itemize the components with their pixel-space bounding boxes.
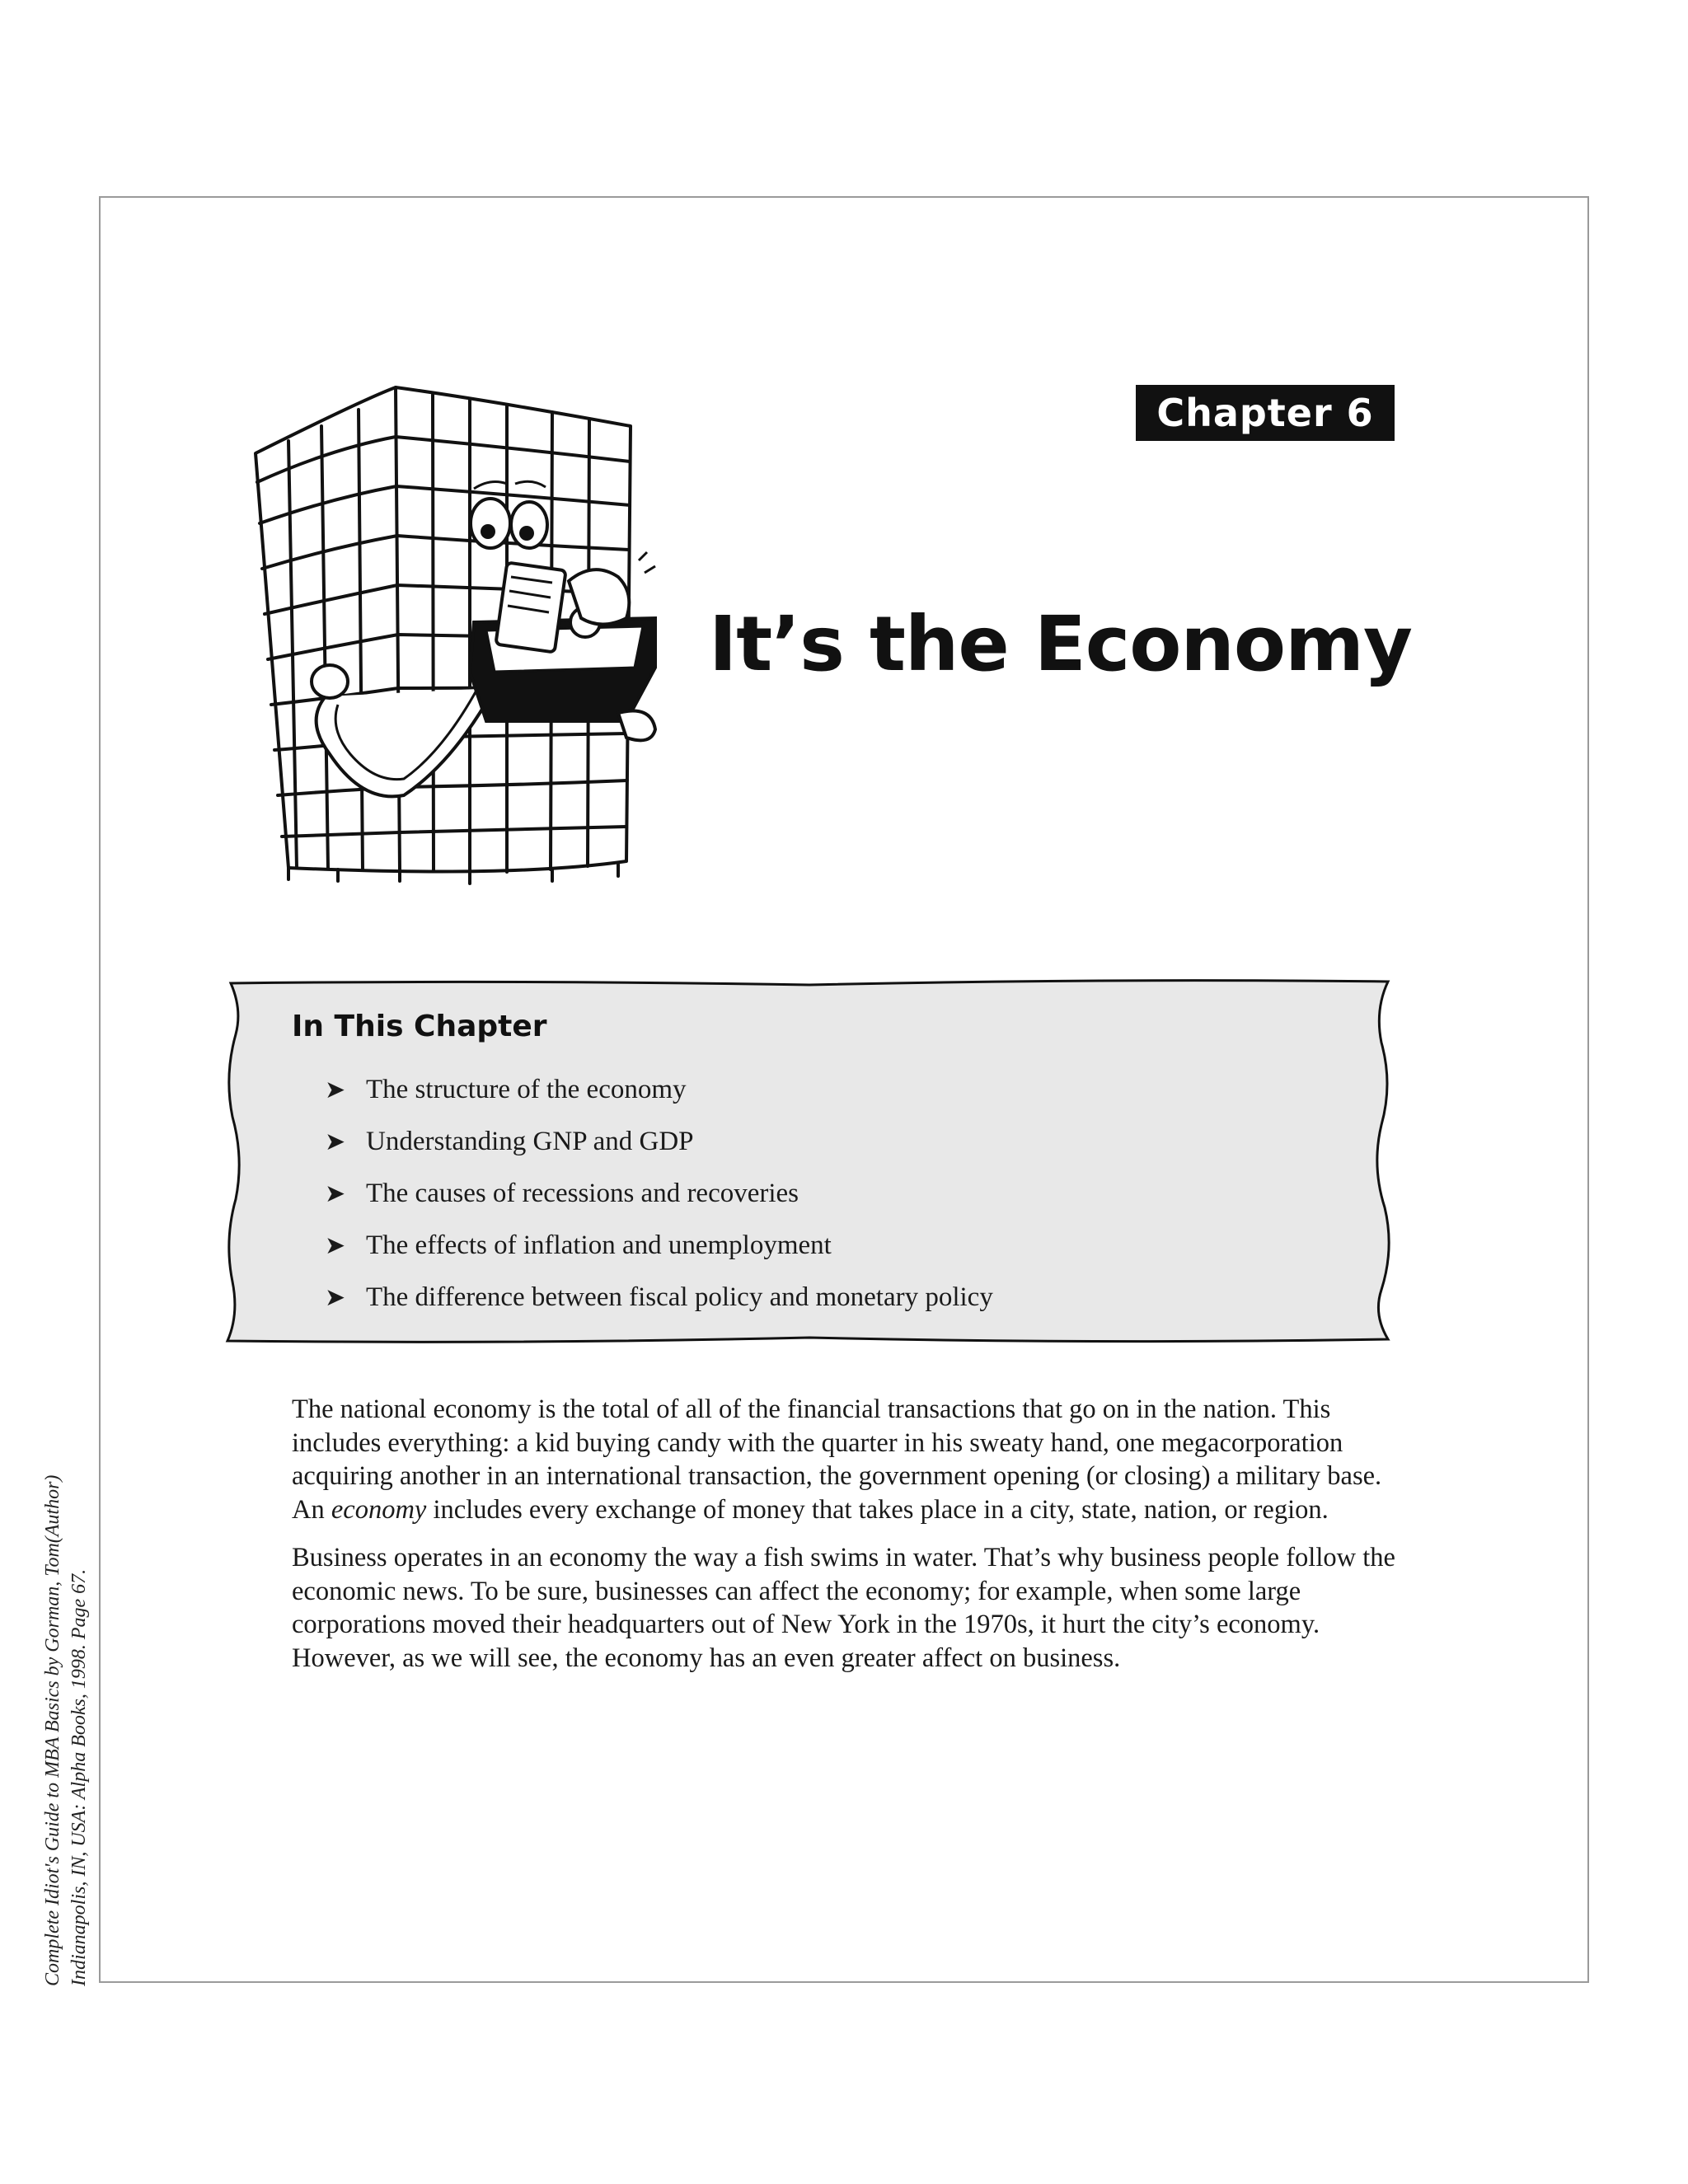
list-item: ➤ The effects of inflation and unemployment xyxy=(325,1220,993,1272)
list-item: ➤ The structure of the economy xyxy=(325,1064,993,1116)
chapter-topics-list xyxy=(325,1064,993,1324)
chapter-badge: Chapter 6 xyxy=(1136,385,1395,441)
arrow-bullet-icon: ➤ xyxy=(325,1127,346,1156)
citation-line-1: Complete Idiot's Guide to MBA Basics by Gorman, Tom(Author) xyxy=(42,1474,63,1986)
body-text xyxy=(292,1393,1396,1690)
body-paragraph-1: The national economy is the total of all of the financial transactions that go on in the nation. This includes everything: a kid buying candy with the quarter in his sweaty hand, one megacorporation acquiring another in an international transaction, the government opening (or closing) a military base. An economy includes every exchange of money that takes place in a city, state, nation, or region. xyxy=(292,1394,1382,1525)
arrow-bullet-icon: ➤ xyxy=(325,1283,346,1312)
arrow-bullet-icon: ➤ xyxy=(325,1076,346,1104)
citation-line-2: Indianapolis, IN, USA: Alpha Books, 1998. Page 67. xyxy=(68,1568,90,1986)
arrow-bullet-icon: ➤ xyxy=(325,1179,346,1208)
list-item: ➤ The causes of recessions and recoveries xyxy=(325,1168,993,1220)
side-citation xyxy=(40,1393,92,1986)
in-this-chapter-heading: In This Chapter xyxy=(292,1010,547,1043)
arrow-bullet-icon: ➤ xyxy=(325,1231,346,1260)
list-item: ➤ Understanding GNP and GDP xyxy=(325,1116,993,1168)
chapter-title: It’s the Economy xyxy=(709,600,1412,688)
in-this-chapter-box xyxy=(224,977,1395,1344)
building-holding-money-box-icon xyxy=(239,375,701,886)
body-paragraph-2: Business operates in an economy the way a fish swims in water. That’s why business people follow the economic news. To be sure, businesses can affect the economy; for example, when some large corporations moved their headquarters out of New York in the 1970s, it hurt the city’s economy. However, as we will see, the economy has an even greater affect on business. xyxy=(292,1543,1395,1673)
list-item: ➤ The difference between fiscal policy and monetary policy xyxy=(325,1272,993,1324)
